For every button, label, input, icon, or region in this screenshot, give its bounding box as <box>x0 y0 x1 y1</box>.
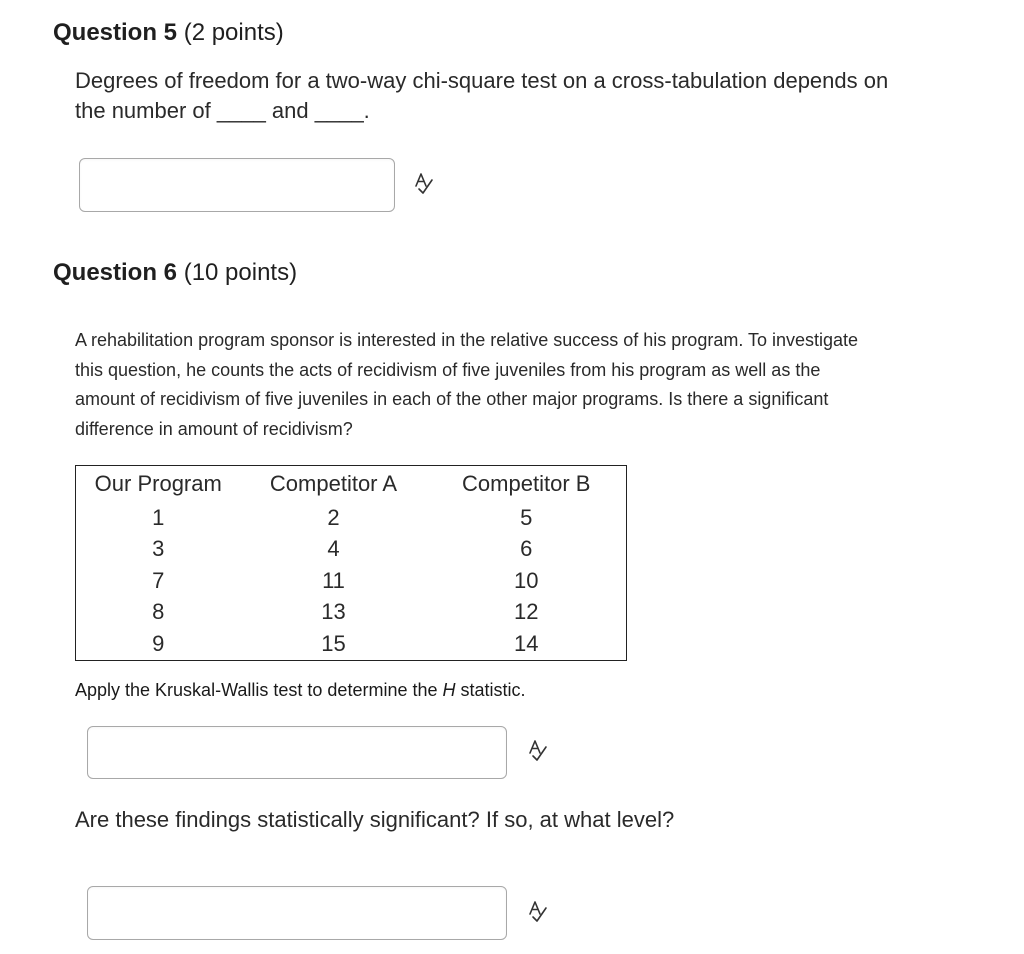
table-cell: 9 <box>152 630 165 656</box>
table-cell: 11 <box>322 567 345 593</box>
table-cell: 1 <box>152 504 165 530</box>
table-cell: 15 <box>321 630 346 656</box>
instruction-prefix: Apply the Kruskal-Wallis test to determine the <box>75 680 443 700</box>
table-row <box>76 502 627 534</box>
question-6-intro-line-2: this question, he counts the acts of recidivism of five juveniles from his program as well as the <box>75 359 821 380</box>
table-header-our-program: Our Program <box>94 471 222 496</box>
table-cell: 14 <box>514 630 539 656</box>
instruction-variable: H <box>442 680 456 700</box>
table-cell: 12 <box>514 599 539 625</box>
table-row <box>76 597 627 629</box>
question-5-text-line-1: Degrees of freedom for a two-way chi-square test on a cross-tabulation depends on <box>75 68 889 93</box>
table-cell: 2 <box>327 504 340 530</box>
table-header-competitor-a: Competitor A <box>269 471 398 496</box>
table-cell: 5 <box>520 504 533 530</box>
question-6-intro-line-1: A rehabilitation program sponsor is interested in the relative success of his program. To investigate <box>75 330 859 350</box>
question-5-title: Question 5 <box>53 19 178 46</box>
instruction-suffix: statistic. <box>455 680 526 700</box>
spell-check-icon[interactable] <box>527 739 549 763</box>
spell-check-icon[interactable] <box>413 172 435 196</box>
question-6-title: Question 6 <box>53 259 178 286</box>
question-6-intro <box>75 326 1015 444</box>
table-row <box>76 534 627 566</box>
table-header-competitor-b: Competitor B <box>462 471 591 496</box>
table-cell: 6 <box>520 536 533 562</box>
question-5-header <box>53 19 284 47</box>
table-header-row <box>76 466 627 503</box>
question-6-instruction <box>75 678 526 702</box>
question-6-header <box>53 259 297 287</box>
recidivism-data-table <box>75 465 627 661</box>
question-6-points: (10 points) <box>183 259 298 286</box>
question-5-text <box>75 66 1015 126</box>
question-5-points: (2 points) <box>183 19 284 46</box>
spell-check-icon[interactable] <box>527 900 549 924</box>
table-row <box>76 565 627 597</box>
table-cell: 4 <box>327 536 340 562</box>
table-cell: 7 <box>152 567 165 593</box>
table-cell: 3 <box>152 536 165 562</box>
question-6-h-statistic-input[interactable] <box>87 726 507 779</box>
table-cell: 10 <box>514 567 539 593</box>
table-cell: 13 <box>321 599 346 625</box>
question-6-intro-line-3: amount of recidivism of five juveniles in each of the other major programs. Is there a significant <box>75 389 829 409</box>
question-5-answer-input[interactable] <box>79 158 395 212</box>
question-5-text-line-2: the number of ____ and ____. <box>75 98 370 123</box>
question-6-followup: Are these findings statistically significant? If so, at what level? <box>75 807 675 832</box>
question-6-significance-input[interactable] <box>87 886 507 940</box>
question-6-intro-line-4: difference in amount of recidivism? <box>75 418 353 439</box>
table-row <box>76 628 627 660</box>
table-cell: 8 <box>152 599 165 625</box>
